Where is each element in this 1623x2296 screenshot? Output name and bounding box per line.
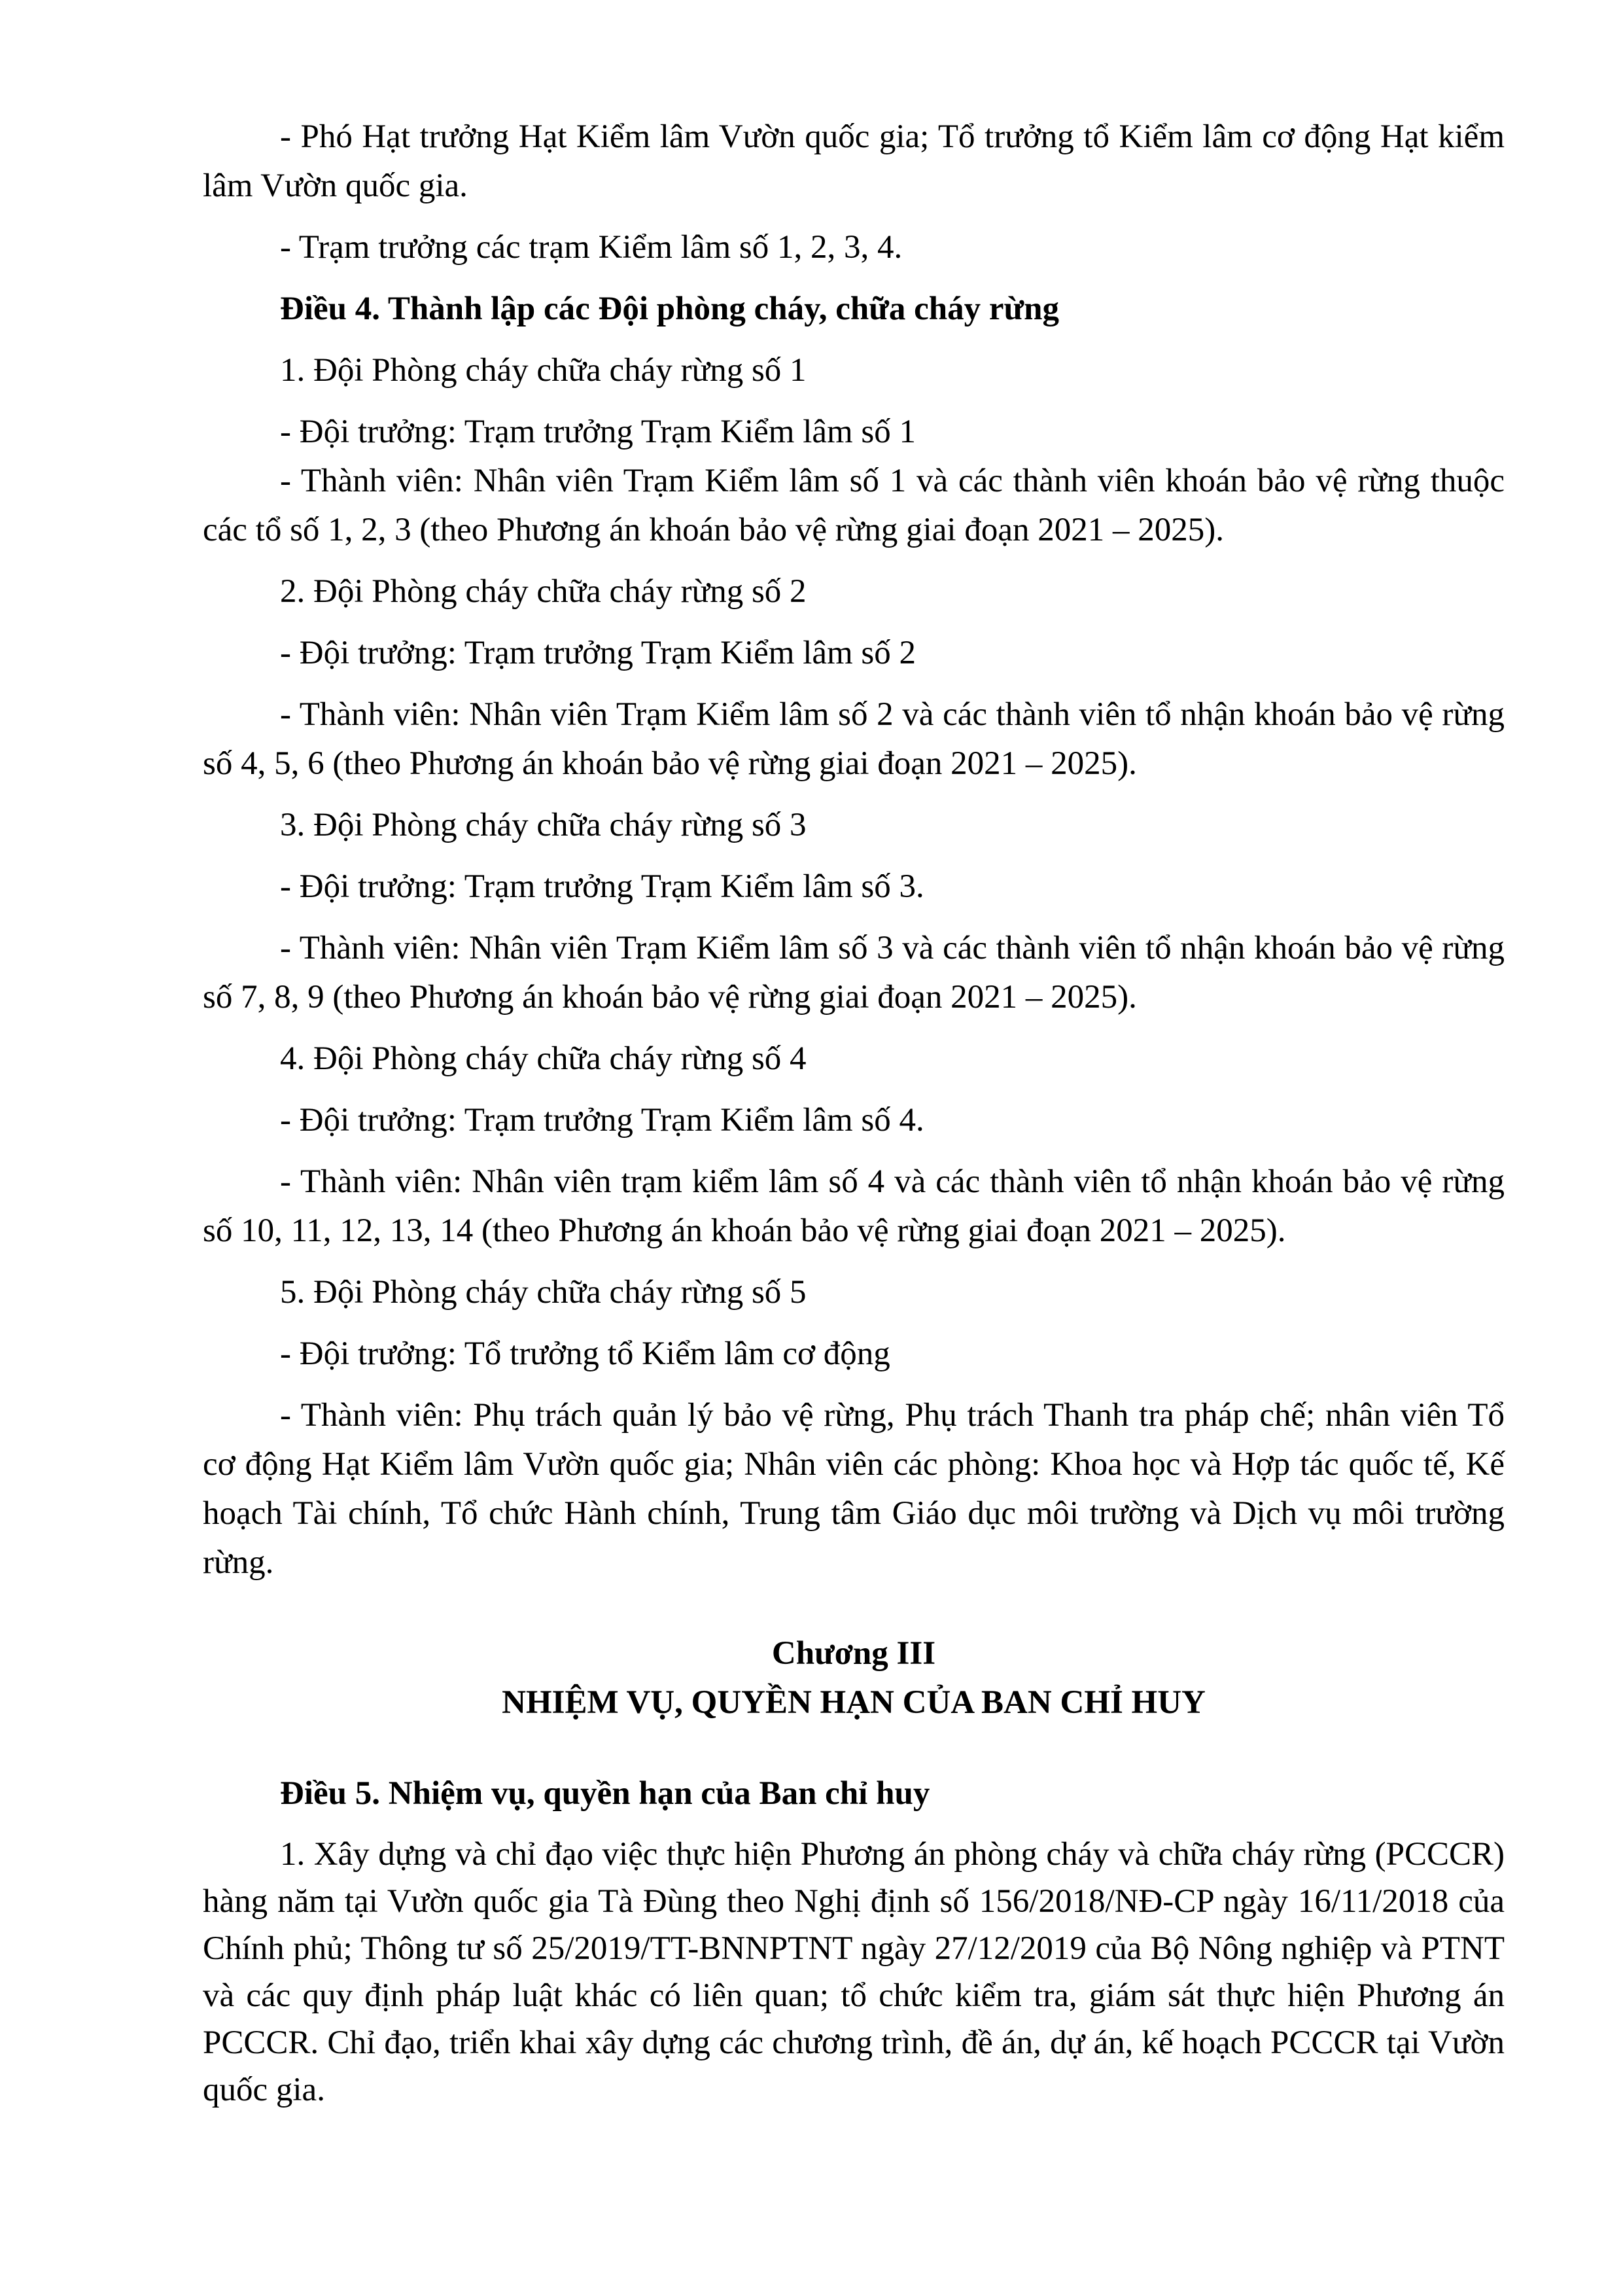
team-1-leader: - Đội trưởng: Trạm trưởng Trạm Kiểm lâm số 1 [280, 414, 916, 450]
chapter-label: Chương III [771, 1635, 936, 1672]
team-3-leader: - Đội trưởng: Trạm trưởng Trạm Kiểm lâm số 3. [280, 868, 924, 905]
team-1-title: 1. Đội Phòng cháy chữa cháy rừng số 1 [280, 352, 807, 389]
team-1-members: - Thành viên: Nhân viên Trạm Kiểm lâm số 1 và các thành viên khoán bảo vệ rừng thuộc các tổ số 1, 2, 3 (theo Phương án khoán bảo vệ rừng giai đoạn 2021 – 2025). [203, 463, 1505, 548]
team-4-title: 4. Đội Phòng cháy chữa cháy rừng số 4 [280, 1040, 807, 1077]
team-3-title: 3. Đội Phòng cháy chữa cháy rừng số 3 [280, 807, 807, 843]
team-5-title: 5. Đội Phòng cháy chữa cháy rừng số 5 [280, 1274, 807, 1311]
team-2-members: - Thành viên: Nhân viên Trạm Kiểm lâm số 2 và các thành viên tổ nhận khoán bảo vệ rừng số 4, 5, 6 (theo Phương án khoán bảo vệ rừng giai đoạn 2021 – 2025). [203, 696, 1505, 782]
article-5-heading: Điều 5. Nhiệm vụ, quyền hạn của Ban chỉ huy [280, 1775, 930, 1812]
document-body [203, 113, 1505, 2126]
article-4-heading: Điều 4. Thành lập các Đội phòng cháy, chữa cháy rừng [280, 291, 1059, 327]
paragraph-deputy-head: - Phó Hạt trưởng Hạt Kiểm lâm Vườn quốc gia; Tổ trưởng tổ Kiểm lâm cơ động Hạt kiểm lâm Vườn quốc gia. [203, 118, 1505, 204]
team-3-members: - Thành viên: Nhân viên Trạm Kiểm lâm số 3 và các thành viên tổ nhận khoán bảo vệ rừng số 7, 8, 9 (theo Phương án khoán bảo vệ rừng giai đoạn 2021 – 2025). [203, 930, 1505, 1016]
team-2-title: 2. Đội Phòng cháy chữa cháy rừng số 2 [280, 573, 807, 610]
team-5-leader: - Đội trưởng: Tổ trưởng tổ Kiểm lâm cơ động [280, 1335, 890, 1372]
article-5-paragraph-1: 1. Xây dựng và chỉ đạo việc thực hiện Phương án phòng cháy và chữa cháy rừng (PCCCR) hàng năm tại Vườn quốc gia Tà Đùng theo Nghị định số 156/2018/NĐ-CP ngày 16/11/2018 của Chính phủ; Thông tư số 25/2019/TT-BNNPTNT ngày 27/12/2019 của Bộ Nông nghiệp và PTNT và các quy định pháp luật khác có liên quan; tổ chức kiểm tra, giám sát thực hiện Phương án PCCCR. Chỉ đạo, triển khai xây dựng các chương trình, đề án, dự án, kế hoạch PCCCR tại Vườn quốc gia. [203, 1836, 1505, 2108]
team-4-leader: - Đội trưởng: Trạm trưởng Trạm Kiểm lâm số 4. [280, 1102, 924, 1139]
paragraph-station-heads: - Trạm trưởng các trạm Kiểm lâm số 1, 2, 3, 4. [280, 229, 903, 266]
chapter-title: NHIỆM VỤ, QUYỀN HẠN CỦA BAN CHỈ HUY [502, 1684, 1206, 1721]
team-4-members: - Thành viên: Nhân viên trạm kiểm lâm số 4 và các thành viên tổ nhận khoán bảo vệ rừng số 10, 11, 12, 13, 14 (theo Phương án khoán bảo vệ rừng giai đoạn 2021 – 2025). [203, 1163, 1505, 1249]
team-5-members: - Thành viên: Phụ trách quản lý bảo vệ rừng, Phụ trách Thanh tra pháp chế; nhân viên Tổ cơ động Hạt Kiểm lâm Vườn quốc gia; Nhân viên các phòng: Khoa học và Hợp tác quốc tế, Kế hoạch Tài chính, Tổ chức Hành chính, Trung tâm Giáo dục môi trường và Dịch vụ môi trường rừng. [203, 1397, 1505, 1581]
team-2-leader: - Đội trưởng: Trạm trưởng Trạm Kiểm lâm số 2 [280, 635, 916, 671]
